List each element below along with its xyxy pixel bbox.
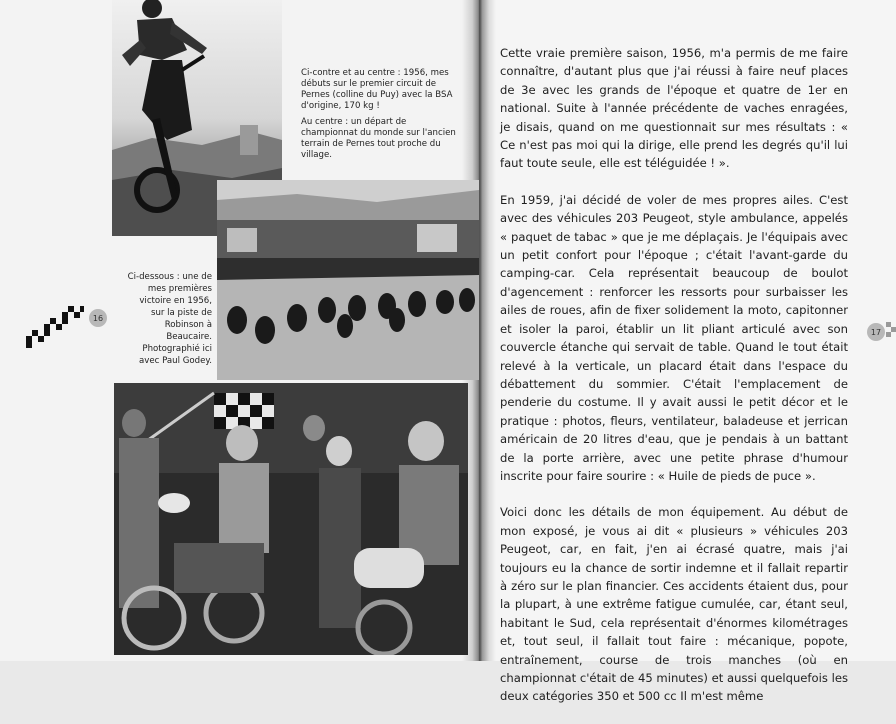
caption-left-text: Ci-dessous : une de mes premières victoire en 1956, sur la piste de Robinson à Beaucaire. Photographié ici avec Paul Godey.	[127, 272, 212, 366]
paragraph-3: Voici donc les détails de mon équipement. Au début de mon exposé, je vous ai dit « plusieurs » véhicules 203 Peugeot, car, en fait, j'en ai écrasé quatre, mais j'ai toujours eu la chance de sortir indemne et il fallait repartir à zéro sur le plan financier. Ces accidents étaient dus, pour la plupart, à une extrême fatigue cumulée, car, étant seul, habitant le Sud, cela représentait d'énormes kilométrages et, tout seul, il fallait tout faire : mécanique, popote, entraînement, course de trois manches (où en championnat c'était de 45 minutes) et aussi quelquefois les deux catégories 350 et 500 cc Il m'est même	[500, 505, 848, 704]
page-number-right: 17	[867, 323, 885, 341]
caption-top	[301, 68, 459, 166]
caption-left	[124, 271, 212, 367]
checkered-flag-icon	[24, 306, 84, 352]
paragraph-1: Cette vraie première saison, 1956, m'a permis de me faire connaître, d'autant plus que j'ai réussi à faire neuf places de 3e avec les grands de l'époque et quatre de 1er en national. Suite à l'année précédente de vaches enragées, je disais, quand on me questionnait sur mes résultats : « Ce n'est pas moi qui la dirige, elle prend les degrés qu'il lui faut toute seule, elle est téléguidée ! ».	[500, 46, 848, 171]
photo-race-start	[217, 180, 479, 380]
paragraph-2: En 1959, j'ai décidé de voler de mes propres ailes. C'est avec des véhicules 203 Peugeot, style ambulance, appelés « paquet de tabac » que je me déplaçais. Je l'équipais avec un petit confort pour l'époque ; c'était l'avant-garde du camping-car. Cela représentait beaucoup de boulot d'agencement : renforcer les ressorts pour surbaisser les ailes de roues, afin de fixer solidement la moto, capitonner et isoler la paroi, établir un lit pliant articulé avec son couvercle étanche qui servait de table. Quand le tout était relevé à la verticale, un placard était dans l'espace du débattement du sommier. C'était l'emplacement de penderie du costume. Il y avait aussi le petit décor et le pratique : photos, fleurs, ventilateur, baladeuse et jerrican américain de 20 litres d'eau, que je pendais à un battant de la porte arrière, avec une petite phrase d'humour inscrite pour faire sourire : « Huile de pieds de puce ».	[500, 192, 848, 483]
caption-top-1: Ci-contre et au centre : 1956, mes débuts sur le premier circuit de Pernes (colline du Puy) avec la BSA d'origine, 170 kg !	[301, 68, 453, 111]
caption-top-2: Au centre : un départ de championnat du monde sur l'ancien terrain de Pernes tout proche du village.	[301, 117, 456, 160]
checkered-edge-icon	[886, 322, 896, 344]
body-text	[500, 44, 848, 724]
photo-victory	[114, 383, 468, 655]
page-number-left: 16	[89, 309, 107, 327]
